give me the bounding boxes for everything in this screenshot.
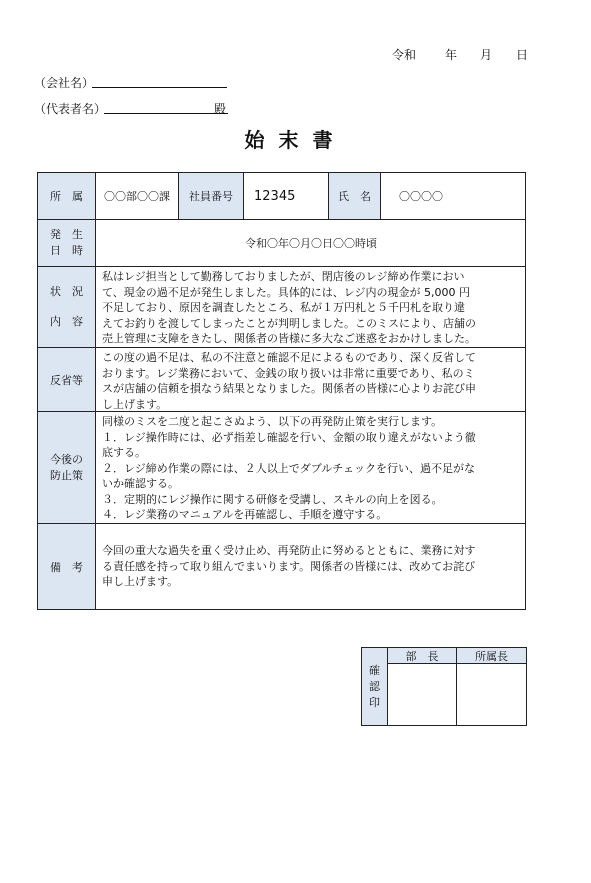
representative-name-field[interactable] (104, 113, 228, 114)
situation-label: 状 況 内 容 (38, 267, 96, 348)
prevention-text[interactable]: 同様のミスを二度と起こさぬよう、以下の再発防止策を実行します。 １．レジ操作時には、必ず指差し確認を行い、金額の取り違えがないよう徹 底する。 ２．レジ締め作業の際には、２人以上でダブルチェックを行い、過不足がな いか確認する。 ３．定期的にレジ操作に関する研修を受講し、スキルの向上を図る。 ４．レジ業務のマニュアルを再確認し、手順を遵守する。 (96, 412, 526, 524)
stamp-col-dept-head-header: 所属長 (457, 648, 526, 664)
employee-no-label: 社員番号 (179, 173, 244, 220)
approval-stamp-box (361, 647, 527, 726)
stamp-cell-manager[interactable] (388, 664, 457, 725)
stamp-cell-dept-head[interactable] (457, 664, 526, 725)
company-name-field[interactable] (92, 87, 227, 88)
employee-no-value[interactable]: 12345 (244, 173, 329, 220)
date-year: 年 (445, 48, 458, 62)
reflection-label: 反省等 (38, 348, 96, 412)
remarks-text[interactable]: 今回の重大な過失を重く受け止め、再発防止に努めるとともに、業務に対す る責任感を持って取り組んでまいります。関係者の皆様には、改めてお詫び 申し上げます。 (102, 544, 476, 589)
name-label: 氏 名 (329, 173, 381, 220)
date-month: 月 (480, 48, 493, 62)
prevention-label: 今後の 防止策 (38, 412, 96, 524)
stamp-side-label: 確 認 印 (362, 648, 388, 725)
report-form (37, 172, 526, 610)
date-era: 令和 (392, 48, 417, 62)
representative-label: （代表者名） (34, 102, 107, 116)
date-day: 日 (516, 48, 529, 62)
occurrence-label: 発 生 日 時 (38, 220, 96, 267)
company-label: （会社名） (34, 76, 95, 90)
dept-label: 所 属 (38, 173, 96, 220)
remarks-label: 備 考 (38, 524, 96, 609)
occurrence-value[interactable]: 令和〇年〇月〇日〇〇時頃 (96, 220, 526, 267)
stamp-col-manager-header: 部 長 (388, 648, 457, 664)
document-title: 始末書 (244, 128, 347, 152)
honorific: 殿 (214, 102, 227, 116)
dept-value[interactable]: 〇〇部〇〇課 (96, 173, 179, 220)
reflection-text[interactable]: この度の過不足は、私の不注意と確認不足によるものであり、深く反省して おります。レジ業務において、金銭の取り扱いは非常に重要であり、私のミ スが店舗の信頼を損なう結果となりました。関係者の皆様に心よりお詫び申 し上げます。 (96, 348, 526, 412)
situation-text[interactable]: 私はレジ担当として勤務しておりましたが、閉店後のレジ締め作業におい て、現金の過不足が発生しました。具体的には、レジ内の現金が 5,000 円 不足しており、原因を調査したところ、私が１万円札と５千円札を取り違 えてお釣りを渡してしまったことが判明しました。このミスにより、店舗の 売上管理に支障をきたし、関係者の皆様に多大なご迷惑をおかけしました。 (96, 267, 526, 348)
name-value[interactable]: 〇〇〇〇 (381, 173, 526, 220)
